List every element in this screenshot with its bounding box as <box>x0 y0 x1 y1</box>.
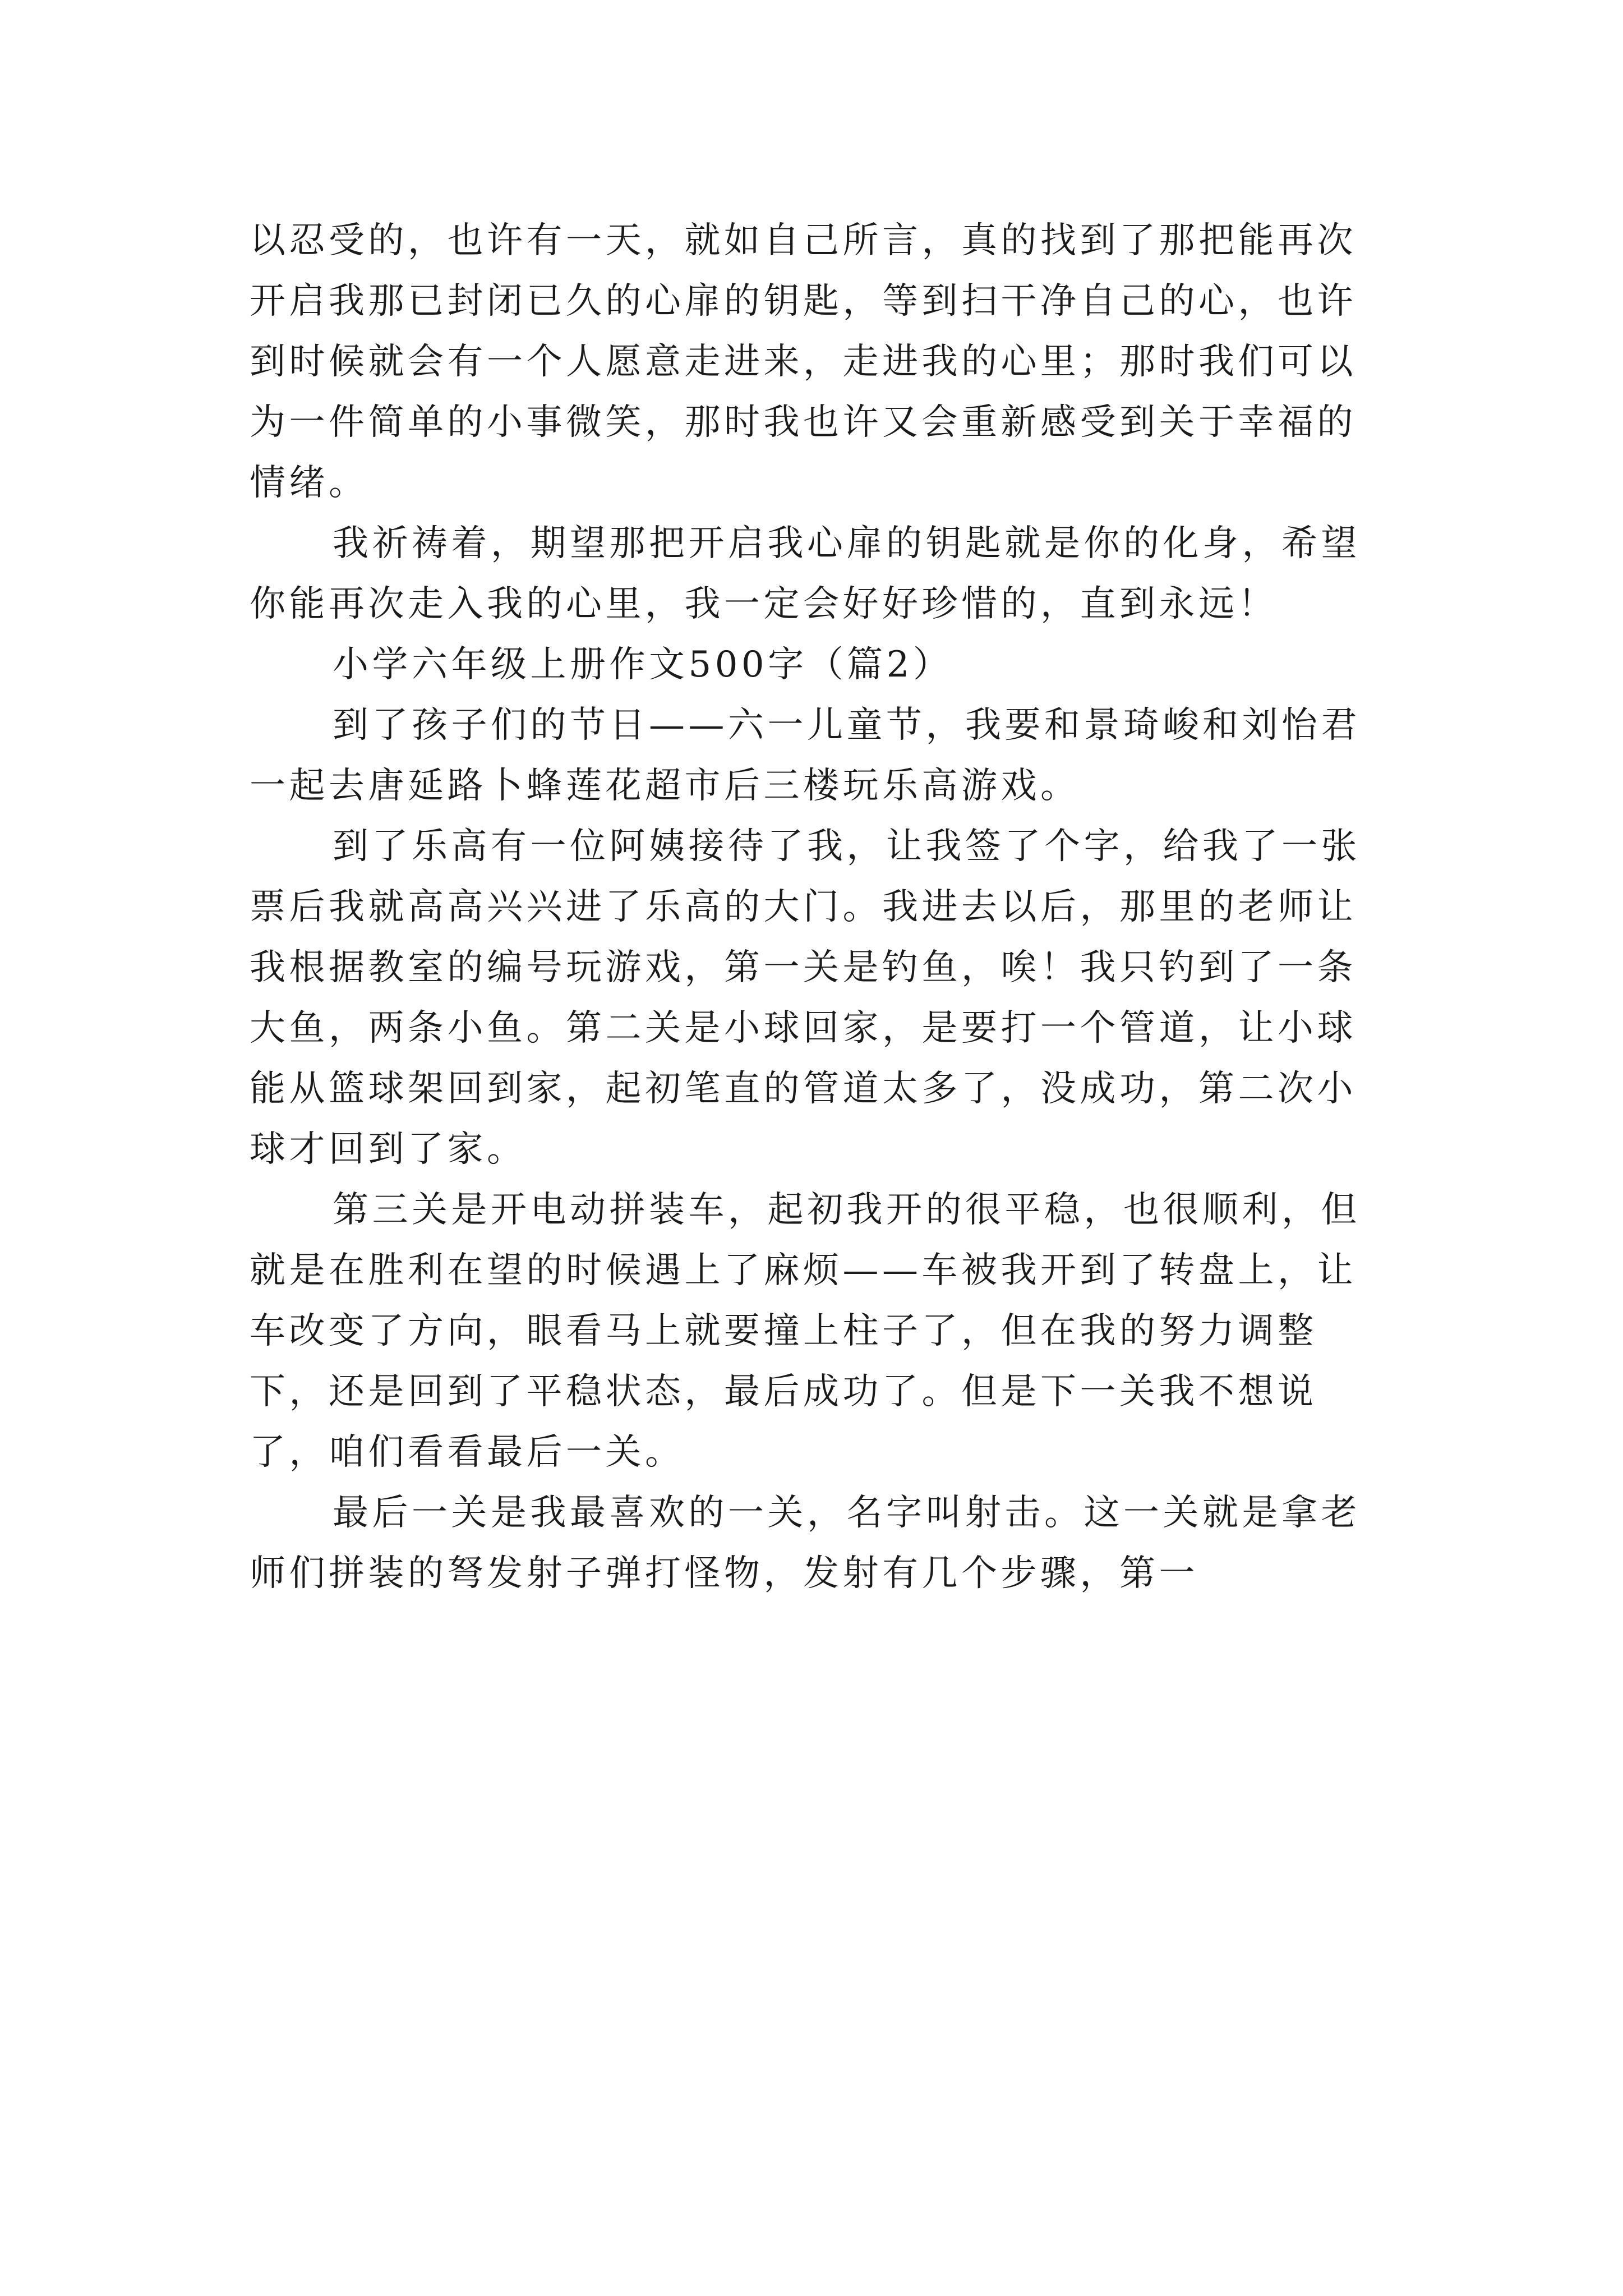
paragraph-1: 以忍受的，也许有一天，就如自己所言，真的找到了那把能再次开启我那已封闭已久的心扉的钥匙，等到扫干净自己的心，也许到时候就会有一个人愿意走进来，走进我的心里；那时我们可以为一件简单的小事微笑，那时我也许又会重新感受到关于幸福的情绪。 <box>250 220 1357 504</box>
document-body <box>250 210 1385 1604</box>
paragraph-5: 第三关是开电动拼装车，起初我开的很平稳，也很顺利，但就是在胜利在望的时候遇上了麻烦——车被我开到了转盘上，让车改变了方向，眼看马上就要撞上柱子了，但在我的努力调整下，还是回到了平稳状态，最后成功了。但是下一关我不想说了，咱们看看最后一关。 <box>250 1189 1361 1473</box>
paragraph-6: 最后一关是我最喜欢的一关，名字叫射击。这一关就是拿老师们拼装的弩发射子弹打怪物，发射有几个步骤，第一 <box>250 1492 1361 1594</box>
paragraph-4: 到了乐高有一位阿姨接待了我，让我签了个字，给我了一张票后我就高高兴兴进了乐高的大门。我进去以后，那里的老师让我根据教室的编号玩游戏，第一关是钓鱼，唉！我只钓到了一条大鱼，两条小鱼。第二关是小球回家，是要打一个管道，让小球能从篮球架回到家，起初笔直的管道太多了，没成功，第二次小球才回到了家。 <box>250 826 1361 1170</box>
essay-heading: 小学六年级上册作文500字（篇2） <box>333 644 953 685</box>
paragraph-3: 到了孩子们的节日——六一儿童节，我要和景琦峻和刘怡君一起去唐延路卜蜂莲花超市后三楼玩乐高游戏。 <box>250 705 1361 807</box>
paragraph-2: 我祈祷着，期望那把开启我心扉的钥匙就是你的化身，希望你能再次走入我的心里，我一定会好好珍惜的，直到永远！ <box>250 523 1361 625</box>
